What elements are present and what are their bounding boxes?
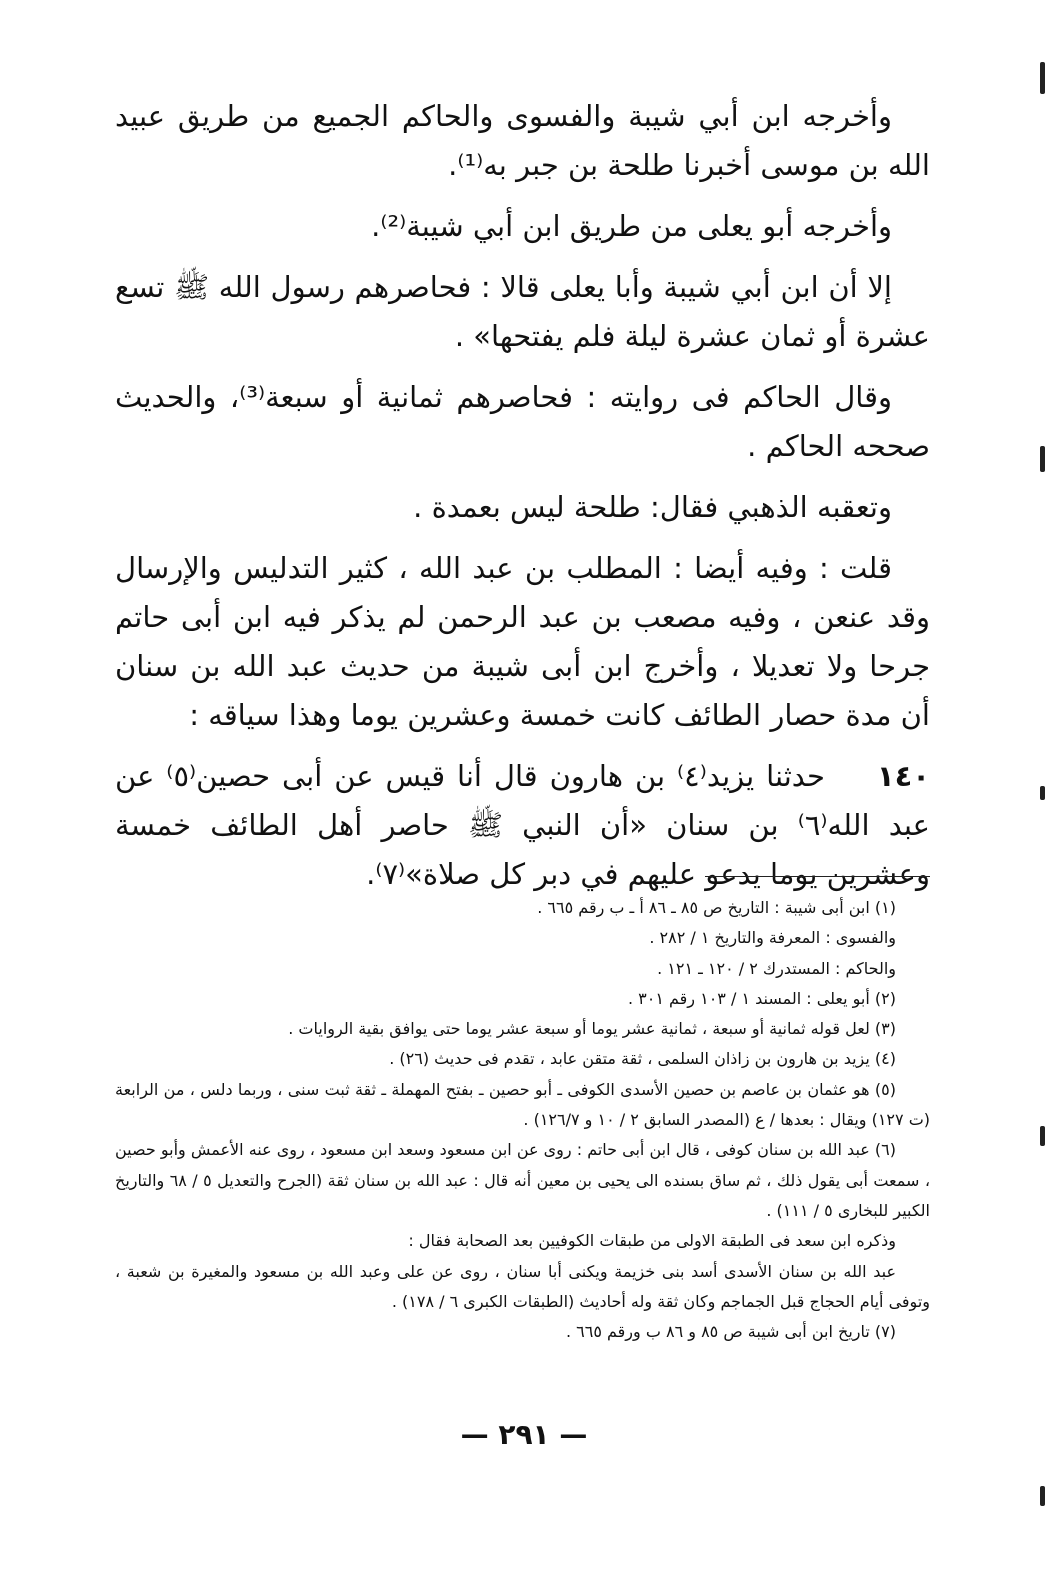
footnote-divider [705,876,930,877]
hadith-number: ١٤٠ [876,759,931,793]
paragraph-2: وأخرجه أبو يعلى من طريق ابن أبي شيبة⁽²⁾. [371,209,892,243]
footnote-line: (٧) تاريخ ابن أبى شيبة ص ٨٥ و ٨٦ ب ورقم ٦٦٥ . [565,1322,896,1342]
paragraph-3: إلا أن ابن أبي شيبة وأبا يعلى قالا : فحاصرهم رسول الله ﷺ تسع عشرة أو ثمان عشرة ليلة فلم يفتحها» . [115,270,930,353]
footnote-line: والفسوى : المعرفة والتاريخ ١ / ٢٨٢ . [649,928,896,948]
scan-edge-mark [1040,62,1045,94]
scan-edge-mark [1040,446,1045,472]
footnote-line: (٤) يزيد بن هارون بن زاذان السلمى ، ثقة متقن عابد ، تقدم فى حديث (٢٦) . [389,1049,896,1069]
footnote-line: (١) ابن أبى شيبة : التاريخ ص ٨٥ ـ ٨٦ أ ـ ب رقم ٦٦٥ . [537,898,896,917]
scan-edge-mark [1040,1486,1045,1506]
paragraph-1: وأخرجه ابن أبي شيبة والفسوى والحاكم الجميع من طريق عبيد الله بن موسى أخبرنا طلحة بن جبر به⁽¹⁾. [115,99,930,182]
paragraph-4: وقال الحاكم فى روايته : فحاصرهم ثمانية أو سبعة⁽³⁾، والحديث صححه الحاكم . [115,380,930,463]
scan-edge-mark [1040,1126,1045,1146]
footnote-line: (٥) هو عثمان بن عاصم بن حصين الأسدى الكوفى ـ أبو حصين ـ بفتح المهملة ـ ثقة ثبت سنى ، وربما دلس ، من الرابعة (ت ١٢٧) ويقال : بعدها / ع (المصدر السابق ٢ / ١٠ و ١٢٦/٧) . [115,1079,930,1130]
footnote-line: (٢) أبو يعلى : المسند ١ / ١٠٣ رقم ٣٠١ . [627,988,896,1008]
hadith-text: حدثنا يزيد⁽٤⁾ بن هارون قال أنا قيس عن أبى حصين⁽٥⁾ عن عبد الله⁽٦⁾ بن سنان «أن النبي ﷺ حاصر أهل الطائف خمسة وعشرين يوما يدعو عليهم في دبر كل صلاة»⁽٧⁾. [115,759,930,891]
footnote-line: (٣) لعل قوله ثمانية أو سبعة ، ثمانية عشر يوما أو سبعة عشر يوما حتى يوافق بقية الروايات . [288,1019,896,1039]
paragraph-6: قلت : وفيه أيضا : المطلب بن عبد الله ، كثير التدليس والإرسال وقد عنعن ، وفيه مصعب بن عبد الرحمن لم يذكر فيه ابن أبى حاتم جرحا ولا تعديلا ، وأخرج ابن أبى شيبة من حديث عبد الله بن سنان أن مدة حصار الطائف كانت خمسة وعشرين يوما وهذا سياقه : [115,551,930,732]
page-number: — ٢٩١ — [460,1418,588,1451]
footnote-line: عبد الله بن سنان الأسدى أسد بنى خزيمة ويكنى أبا سنان ، روى عن على وعبد الله بن مسعود والمغيرة بن شعبة ، وتوفى أيام الحجاج قبل الجماجم وكان ثقة وله أحاديث (الطبقات الكبرى ٦ / ١٧٨) . [115,1261,930,1311]
footnote-line: (٦) عبد الله بن سنان كوفى ، قال ابن أبى حاتم : روى عن ابن مسعود وسعد ابن مسعود ، روى عنه الأعمش وأبو حصين ، سمعت أبى يقول ذلك ، ثم ساق بسنده الى يحيى بن معين أنه قال : عبد الله بن سنان ثقة (الجرح والتعديل ٥ / ٦٨ والتاريخ الكبير للبخارى ٥ / ١١١) . [115,1140,931,1220]
footnote-line: وذكره ابن سعد فى الطبقة الاولى من طبقات الكوفيين بعد الصحابة فقال : [408,1231,896,1251]
footnotes [115,893,930,1347]
main-text [115,92,930,911]
footnote-line: والحاكم : المستدرك ٢ / ١٢٠ ـ ١٢١ . [657,958,896,978]
scan-edge-mark [1040,786,1045,800]
paragraph-5: وتعقبه الذهبي فقال: طلحة ليس بعمدة . [413,490,892,524]
